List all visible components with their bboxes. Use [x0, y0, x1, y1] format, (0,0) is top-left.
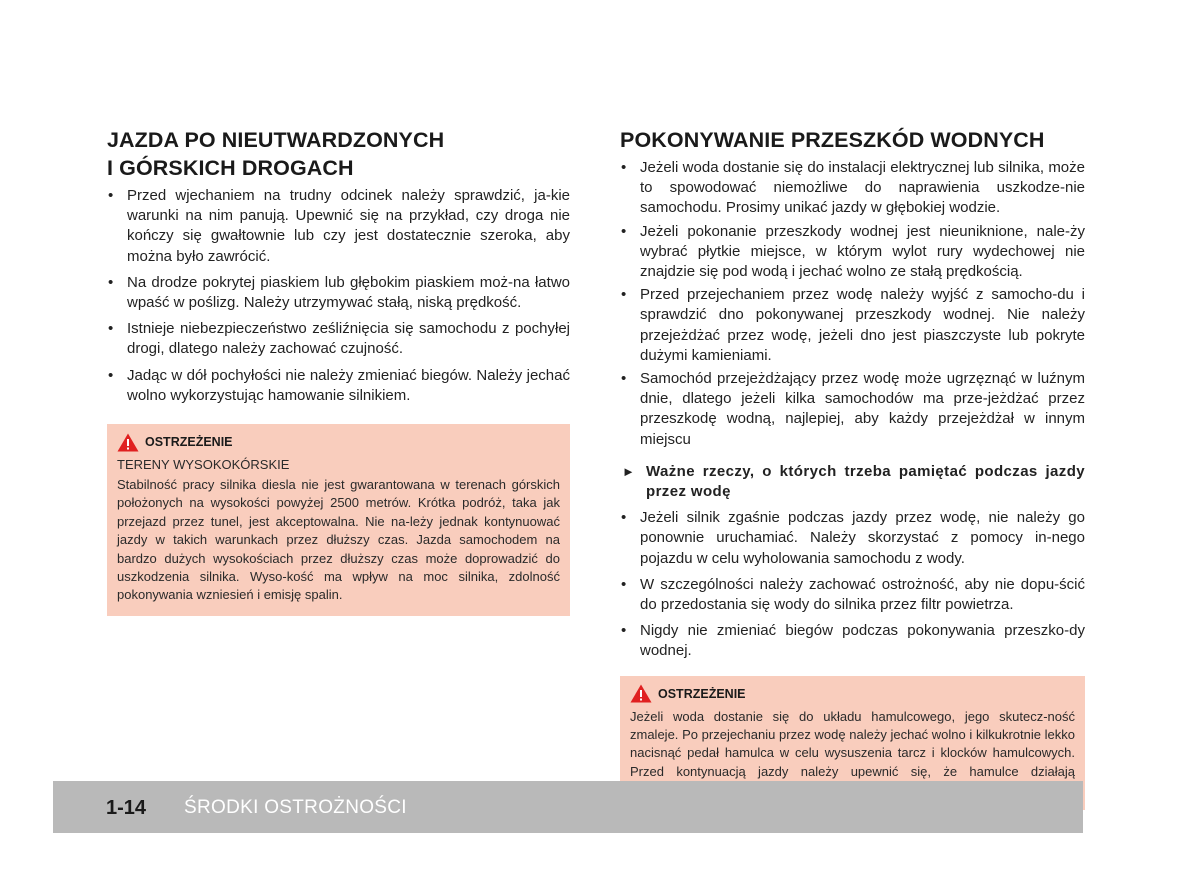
list-item: • Jeżeli silnik zgaśnie podczas jazdy przez wodę, nie należy go ponownie uruchamiać. Należy skorzystać z pomocy in-nego pojazdu w celu wyholowania samochodu z wody. — [620, 508, 1085, 569]
footer-bar — [53, 781, 1083, 833]
heading-line-1: JAZDA PO NIEUTWARDZONYCH — [107, 128, 445, 152]
list-item: • Przed wjechaniem na trudny odcinek należy sprawdzić, ja-kie warunki na nim panują. Upewnić się na przykład, czy droga nie kończy się gwałtownie lub czy jest dostatecznie szeroka, aby można było zawrócić. — [107, 186, 570, 267]
bullet-list — [620, 158, 1085, 450]
section-heading: POKONYWANIE PRZESZKÓD WODNYCH — [620, 128, 1045, 152]
warning-label: OSTRZEŻENIE — [658, 686, 746, 701]
warning-subtitle: TERENY WYSOKOKÓRSKIE — [117, 457, 290, 473]
warning-box — [107, 424, 570, 616]
warning-triangle-icon — [630, 684, 652, 703]
list-item: • Jadąc w dół pochyłości nie należy zmieniać biegów. Należy jechać wolno wykorzystując hamowanie silnikiem. — [107, 366, 570, 406]
chapter-title: ŚRODKI OSTROŻNOŚCI — [184, 797, 407, 818]
arrow-right-icon: ► — [622, 463, 636, 479]
list-item: • W szczególności należy zachować ostrożność, aby nie dopu-ścić do przedostania się wody do silnika przez filtr powietrza. — [620, 575, 1085, 615]
list-item: • Jeżeli pokonanie przeszkody wodnej jest nieuniknione, nale-ży wybrać płytkie miejsce, w którym wylot rury wydechowej nie znajdzie się pod wodą i jechać wolno ze stałą prędkością. — [620, 222, 1085, 283]
list-item: • Istnieje niebezpieczeństwo ześliźnięcia się samochodu z pochyłej drogi, dlatego należy zachować czujność. — [107, 319, 570, 359]
subheading — [620, 462, 1085, 502]
list-item: • Na drodze pokrytej piaskiem lub głębokim piaskiem moż-na łatwo wpaść w poślizg. Należy utrzymywać stałą, niską prędkość. — [107, 273, 570, 313]
list-item: • Nigdy nie zmieniać biegów podczas pokonywania przeszko-dy wodnej. — [620, 621, 1085, 661]
warning-triangle-icon — [117, 433, 139, 452]
bullet-list — [107, 186, 570, 406]
subheading-text: Ważne rzeczy, o których trzeba pamiętać podczas jazdy przez wodę — [646, 462, 1085, 501]
left-column — [107, 126, 570, 616]
warning-header — [117, 432, 560, 452]
list-item: • Przed przejechaniem przez wodę należy wyjść z samocho-du i sprawdzić dno pokonywanej przeszkody wodnej. Nie należy przejeżdżać przez wodę, jeżeli dno jest piaszczyste lub pokryte dużymi kamieniami. — [620, 285, 1085, 366]
list-item: • Jeżeli woda dostanie się do instalacji elektrycznej lub silnika, może to spowodować niemożliwe do naprawienia uszkodze-nie samochodu. Prosimy unikać jazdy w głębokiej wodzie. — [620, 158, 1085, 219]
right-column — [620, 126, 1085, 810]
warning-text: Jeżeli woda dostanie się do układu hamulcowego, jego skutecz-ność zmaleje. Po przejechaniu przez wodę należy jechać wolno i kilkukrotnie lekko nacisnąć pedał hamulca w celu wysuszenia tarcz i klocków hamulcowych. Przed kontynuacją jazdy należy upewnić się, że hamulce działają — [630, 708, 1075, 779]
warning-header — [630, 684, 1075, 704]
section-heading — [107, 126, 570, 182]
page-number: 1-14 — [106, 797, 147, 819]
heading-line-2: I GÓRSKICH DROGACH — [107, 156, 354, 180]
warning-text: Stabilność pracy silnika diesla nie jest gwarantowana w terenach górskich położonych na wysokości powyżej 2500 metrów. Krótka podróż, taka jak przejazd przez tunel, jest akceptowalna. Nie na-leży jednak kontynuować jazdy w takich warunkach przez dłuższy czas. Jazda samochodem na bardzo dużych wysokościach przez dłuższy czas może doprowadzić do uszkodzenia silnika. Wyso-kość ma wpływ na moc silnika, zdolność pokonywania wzniesień i emisję spalin. — [117, 477, 560, 603]
bullet-list-2 — [620, 508, 1085, 661]
warning-label: OSTRZEŻENIE — [145, 435, 233, 450]
list-item: • Samochód przejeżdżający przez wodę może ugrzęznąć w luźnym dnie, dlatego jeżeli kilka samochodów ma prze-jeżdżać przez przeszkodę wodną, najlepiej, aby każdy przejeżdżał w innym miejscu — [620, 369, 1085, 450]
